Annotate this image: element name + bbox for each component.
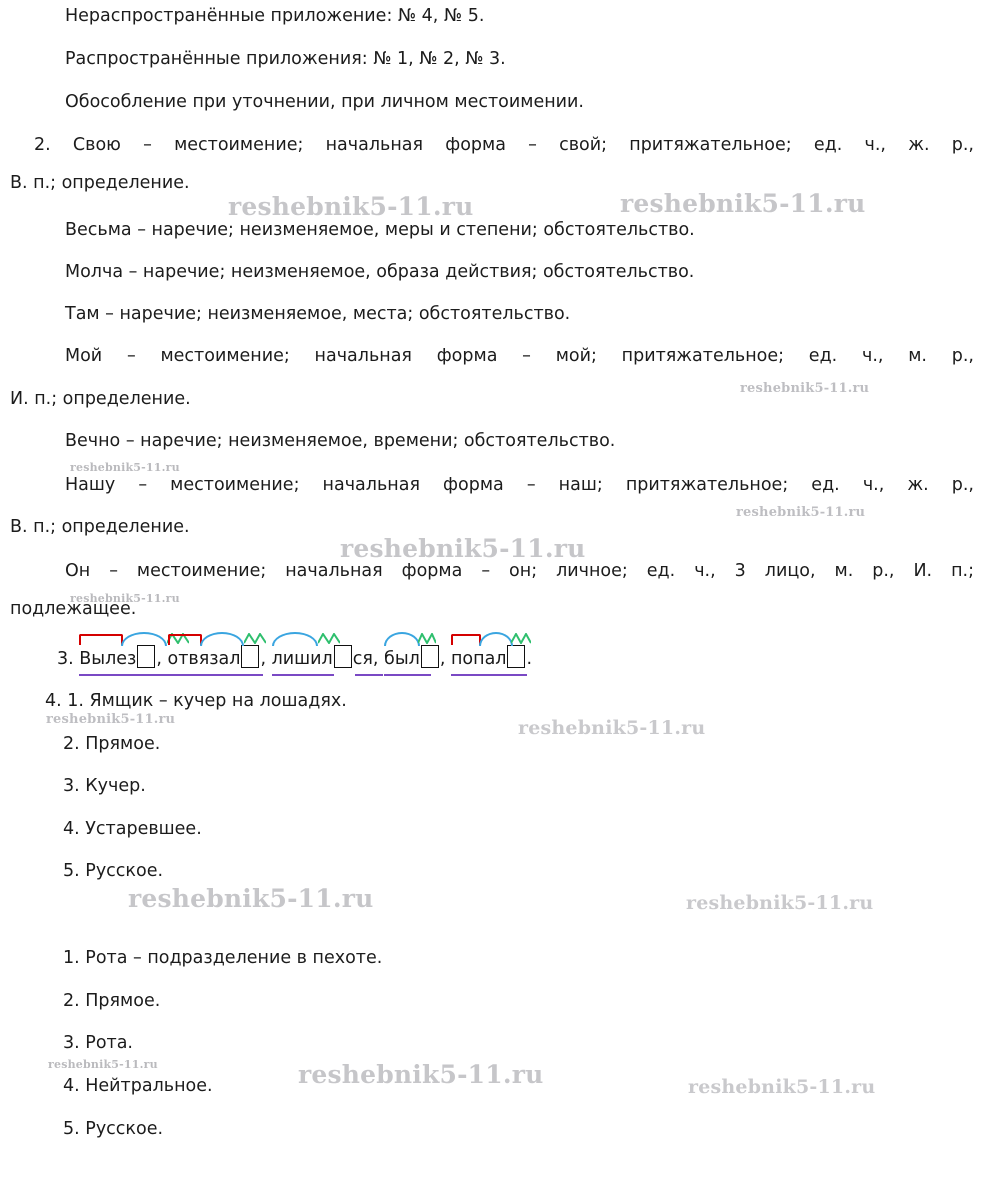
ending-box [421,645,439,668]
paragraph: 2. Свою – местоимение; начальная форма – свой; притяжательное; ед. ч., ж. р., [34,135,974,155]
watermark: reshebnik5-11.ru [340,534,586,563]
suffix-marker [418,633,436,644]
morph-postfix-text: ся [352,649,373,669]
watermark: reshebnik5-11.ru [736,505,866,520]
root-marker [272,632,318,646]
list-item: 4. 1. Ямщик – кучер на лошадях. [45,691,347,711]
suffix-marker [244,633,266,644]
watermark: reshebnik5-11.ru [686,892,874,914]
watermark: reshebnik5-11.ru [48,1058,158,1071]
morph-word-text: попал [450,649,507,669]
morph-word-text: отвязал [167,649,241,669]
morph-word-lishil [272,648,333,670]
watermark: reshebnik5-11.ru [70,592,180,605]
paragraph: Мой – местоимение; начальная форма – мой; притяжательное; ед. ч., м. р., [65,346,974,366]
watermark: reshebnik5-11.ru [70,461,180,474]
root-marker [121,632,167,646]
watermark: reshebnik5-11.ru [298,1060,544,1089]
morph-word-text: Вылез [79,649,137,669]
stem-marker [272,674,334,676]
prefix-marker [168,634,202,645]
morphemic-analysis-line [57,645,532,670]
stem-marker [355,674,383,676]
paragraph: В. п.; определение. [10,517,190,537]
list-item: 4. Устаревшее. [63,819,202,839]
list-item: 2. Прямое. [63,991,161,1011]
list-item: 4. Нейтральное. [63,1076,213,1096]
root-marker [200,632,244,646]
prefix-marker [79,634,123,645]
paragraph: Распространённые приложения: № 1, № 2, № 3. [65,49,506,69]
list-item: 5. Русское. [63,861,164,881]
morph-item-number: 3. [57,649,80,669]
paragraph: Обособление при уточнении, при личном местоимении. [65,92,584,112]
paragraph: И. п.; определение. [10,389,191,409]
watermark: reshebnik5-11.ru [228,192,474,221]
watermark: reshebnik5-11.ru [518,717,706,739]
list-item: 2. Прямое. [63,734,161,754]
morph-word-text: был [384,649,420,669]
morph-word-popal [451,648,507,670]
paragraph: Вечно – наречие; неизменяемое, времени; обстоятельство. [65,431,616,451]
watermark: reshebnik5-11.ru [620,189,866,218]
stem-marker [451,674,527,676]
ending-box [507,645,525,668]
root-marker [384,632,420,646]
morph-separator: , [372,649,385,669]
watermark: reshebnik5-11.ru [740,381,870,396]
root-marker [479,632,513,646]
ending-box [241,645,259,668]
paragraph: подлежащее. [10,599,137,619]
stem-marker [384,674,431,676]
prefix-marker [451,634,481,645]
morph-separator: . [526,649,533,669]
morph-word-otvyazal [168,648,241,670]
morph-word-byl [384,648,420,670]
list-item: 3. Рота. [63,1033,133,1053]
paragraph: Нашу – местоимение; начальная форма – наш; притяжательное; ед. ч., ж. р., [65,475,974,495]
paragraph: Весьма – наречие; неизменяемое, меры и степени; обстоятельство. [65,220,695,240]
paragraph: Там – наречие; неизменяемое, места; обстоятельство. [65,304,571,324]
suffix-marker [511,633,531,644]
morph-separator: , [156,649,168,669]
paragraph: Молча – наречие; неизменяемое, образа действия; обстоятельство. [65,262,695,282]
morph-separator: , [260,649,272,669]
paragraph: В. п.; определение. [10,173,190,193]
morph-word-vylez [79,648,136,670]
ending-box [137,645,155,668]
list-item: 3. Кучер. [63,776,146,796]
ending-box [334,645,352,668]
morph-word-sya [353,648,373,670]
stem-marker [168,674,263,676]
watermark: reshebnik5-11.ru [128,884,374,913]
morph-separator: , [439,649,451,669]
list-item: 5. Русское. [63,1119,164,1139]
morph-word-text: лишил [271,649,333,669]
list-item: 1. Рота – подразделение в пехоте. [63,948,383,968]
suffix-marker [318,633,340,644]
watermark: reshebnik5-11.ru [46,712,176,727]
paragraph: Он – местоимение; начальная форма – он; личное; ед. ч., 3 лицо, м. р., И. п.; [65,561,974,581]
paragraph: Нераспространённые приложение: № 4, № 5. [65,6,485,26]
watermark: reshebnik5-11.ru [688,1076,876,1098]
